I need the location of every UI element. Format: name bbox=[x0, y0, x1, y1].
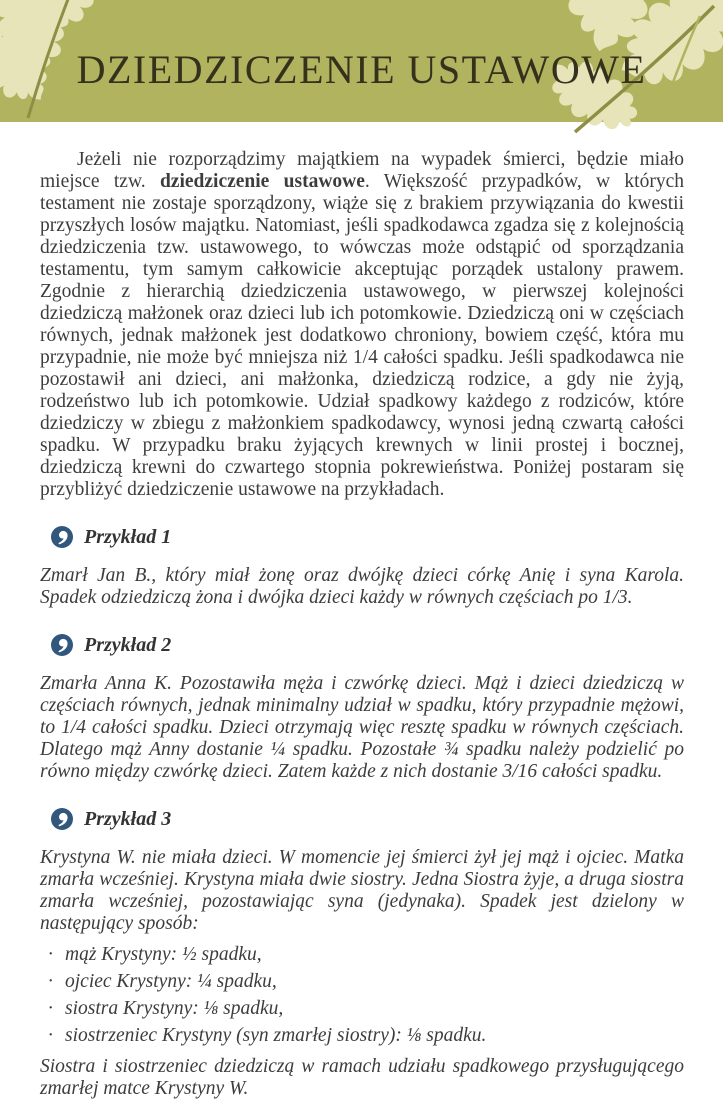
example-3-footer: Siostra i siostrzeniec dziedziczą w ramach udziału spadkowego przysługującego zmarłej matce Krystyny W. bbox=[40, 1056, 684, 1099]
example-3-label: Przykład 3 bbox=[84, 808, 172, 830]
example-2-heading bbox=[51, 634, 684, 656]
share-text: siostra Krystyny: ⅛ spadku, bbox=[65, 998, 284, 1019]
list-item bbox=[40, 971, 684, 993]
intro-text-before: Jeżeli nie rozporządzimy majątkiem na wypadek śmierci, będzie miało miejsce tzw. bbox=[40, 149, 684, 192]
example-3-text: Krystyna W. nie miała dzieci. W momencie jej śmierci żył jej mąż i ojciec. Matka zmarła wcześniej. Krystyna miała dwie siostry. Jedna Siostra żyje, a druga siostra zmarła wcześniej, pozostawiając syna (jedynaka). Spadek jest dzielony w następujący sposób: bbox=[40, 847, 684, 934]
document-body bbox=[0, 122, 723, 1100]
bullet-dot: · bbox=[48, 998, 53, 1019]
example-2-text: Zmarła Anna K. Pozostawiła męża i czwórkę dzieci. Mąż i dzieci dziedziczą w częściach równych, jednak minimalny udział w spadku, który przypadnie mężowi, to 1/4 całości spadku. Dzieci otrzymają więc resztę spadku w równych częściach. Dlatego mąż Anny dostanie ¼ spadku. Pozostałe ¾ spadku należy podzielić po równo między czwórkę dzieci. Zatem każde z nich dostanie 3/16 całości spadku. bbox=[40, 673, 684, 782]
share-text: ojciec Krystyny: ¼ spadku, bbox=[65, 971, 277, 992]
bullet-dot: · bbox=[48, 971, 53, 992]
example-1-label: Przykład 1 bbox=[84, 526, 172, 548]
share-text: mąż Krystyny: ½ spadku, bbox=[65, 944, 262, 965]
list-item bbox=[40, 998, 684, 1020]
quote-marker-icon bbox=[51, 808, 73, 830]
list-item bbox=[40, 1025, 684, 1047]
bullet-dot: · bbox=[48, 944, 53, 965]
inheritance-share-list bbox=[40, 944, 684, 1047]
share-text: siostrzeniec Krystyny (syn zmarłej siostry): ⅛ spadku. bbox=[65, 1025, 487, 1046]
example-3-heading bbox=[51, 808, 684, 830]
list-item bbox=[40, 944, 684, 966]
page-title: DZIEDZICZENIE USTAWOWE bbox=[76, 47, 647, 92]
example-1-heading bbox=[51, 526, 684, 548]
example-1-text: Zmarł Jan B., który miał żonę oraz dwójkę dzieci córkę Anię i syna Karola. Spadek odziedziczą żona i dwójka dzieci każdy w równych częściach po 1/3. bbox=[40, 565, 684, 608]
intro-paragraph bbox=[40, 149, 684, 501]
example-2-label: Przykład 2 bbox=[84, 634, 172, 656]
intro-bold-phrase: dziedziczenie ustawowe bbox=[159, 171, 365, 192]
header-banner bbox=[0, 0, 723, 122]
bullet-dot: · bbox=[48, 1025, 53, 1046]
quote-marker-icon bbox=[51, 634, 73, 656]
intro-text-after: . Większość przypadków, w których testament nie zostaje sporządzony, wiąże się z brakiem przywiązania do kwestii przyszłych losów majątku. Natomiast, jeśli spadkodawca zgadza się z kolejnością dziedziczenia tzw. ustawowego, to wówczas może odstąpić od sporządzania testamentu, tym samym całkowicie akceptując porządek ustalony prawem. Zgodnie z hierarchią dziedziczenia ustawowego, w pierwszej kolejności dziedziczą małżonek oraz dzieci lub ich potomkowie. Dziedziczą oni w częściach równych, jednak małżonek jest dodatkowo chroniony, bowiem część, która mu przypadnie, nie może być mniejsza niż 1/4 całości spadku. Jeśli spadkodawca nie pozostawił ani dzieci, ani małżonka, dziedziczą rodzice, a gdy nie żyją, rodzeństwo lub ich potomkowie. Udział spadkowy każdego z rodziców, które dziedziczy w zbiegu z małżonkiem spadkodawcy, wynosi jedną czwartą całości spadku. W przypadku braku żyjących krewnych w linii prostej i bocznej, dziedziczą krewni do czwartego stopnia pokrewieństwa. Poniżej postaram się przybliżyć dziedziczenie ustawowe na przykładach. bbox=[40, 171, 684, 500]
quote-marker-icon bbox=[51, 526, 73, 548]
